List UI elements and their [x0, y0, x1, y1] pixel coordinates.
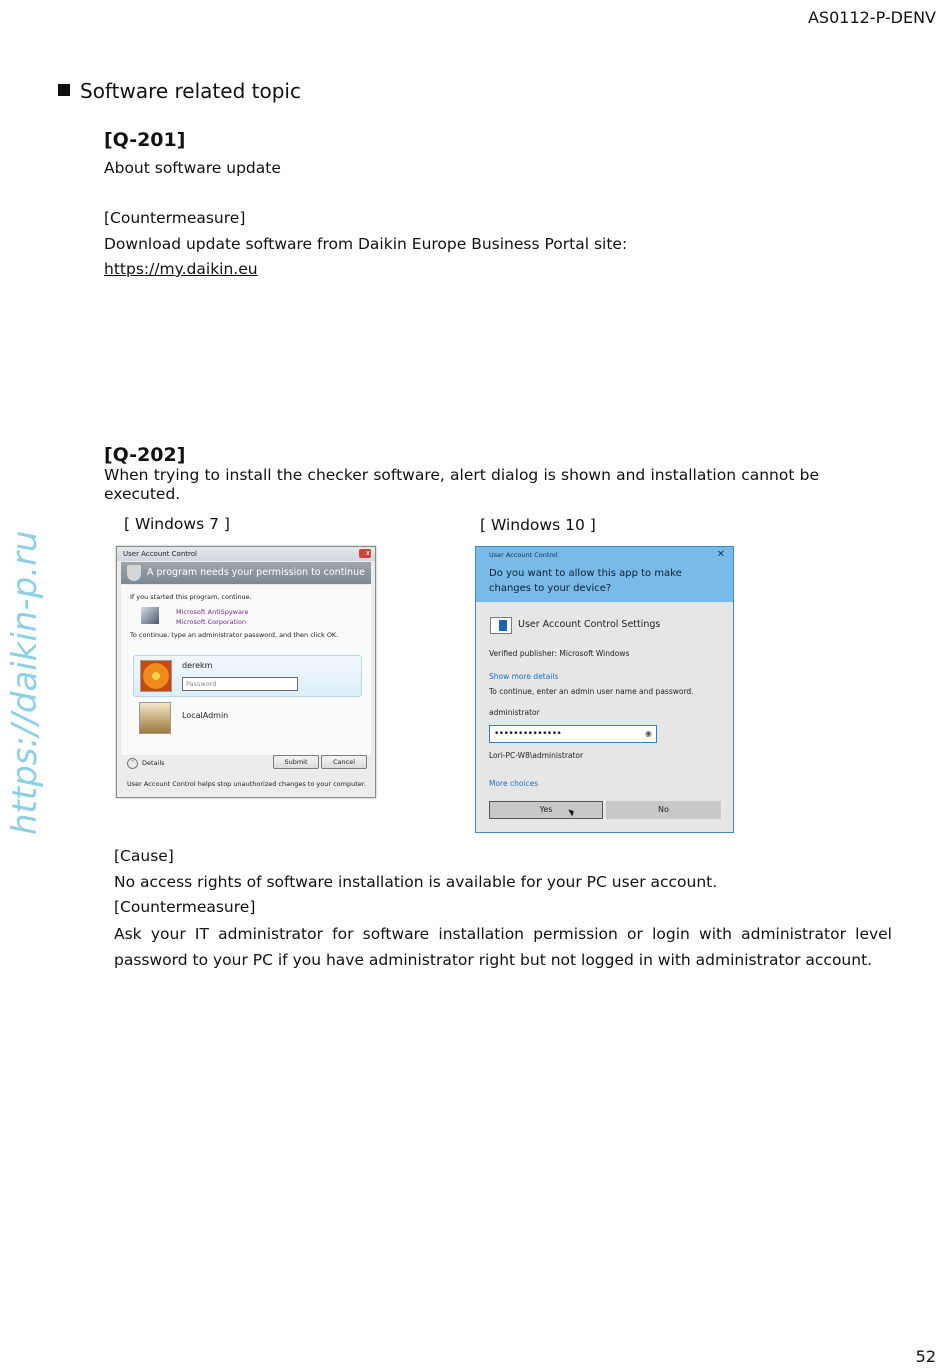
q202-countermeasure-text: Ask your IT administrator for software installation permission or login with administrator level password to your PC if you have administrator right but not logged in with administrator account.	[114, 925, 892, 969]
program-icon	[141, 607, 159, 624]
daikin-portal-link[interactable]: https://my.daikin.eu	[104, 260, 258, 278]
q201-countermeasure-text: Download update software from Daikin Europe Business Portal site:	[104, 235, 628, 253]
q202-countermeasure-label: [Countermeasure]	[114, 898, 256, 916]
q202-cause-label: [Cause]	[114, 847, 174, 865]
w7-instruction: To continue, type an administrator password, and then click OK.	[130, 631, 339, 639]
windows10-label: [ Windows 10 ]	[480, 516, 596, 534]
q202-heading: [Q-202]	[104, 444, 186, 466]
w10-close-icon[interactable]: ✕	[716, 549, 725, 560]
w7-publisher: Microsoft Corporation	[176, 618, 247, 626]
w7-footer-text: User Account Control helps stop unauthorized changes to your computer.	[127, 780, 366, 788]
w10-title: User Account Control	[489, 551, 558, 559]
w10-header	[476, 547, 733, 602]
w7-user2-name[interactable]: LocalAdmin	[182, 711, 229, 720]
w10-domain-user: Lori-PC-W8\administrator	[489, 751, 584, 760]
w7-started-text: If you started this program, continue.	[130, 593, 252, 601]
w10-yes-button[interactable]: Yes	[489, 801, 603, 819]
q202-subject: When trying to install the checker software, alert dialog is shown and installation cannot be executed.	[104, 466, 819, 503]
w10-app-name: User Account Control Settings	[518, 619, 661, 630]
w7-title: User Account Control	[123, 550, 197, 558]
w10-instruction: To continue, enter an admin user name and password.	[489, 687, 694, 696]
w7-footer	[121, 755, 371, 793]
windows10-uac-dialog	[475, 546, 734, 833]
w7-title-bar	[117, 547, 375, 561]
uac-settings-icon	[490, 617, 512, 634]
w7-details-toggle[interactable]: Details	[142, 759, 165, 767]
w7-banner	[121, 562, 371, 584]
watermark: https://daikin-p.ru	[5, 530, 45, 835]
w10-no-button[interactable]: No	[606, 801, 721, 819]
w10-password-input[interactable]	[489, 725, 657, 743]
w7-user-tile-derekm[interactable]	[133, 655, 362, 697]
section-bullet-icon	[58, 84, 70, 96]
w10-password-value: ••••••••••••••	[494, 729, 562, 739]
windows7-label: [ Windows 7 ]	[124, 515, 230, 533]
chess-avatar-icon	[139, 702, 171, 734]
chevron-down-icon[interactable]: ˅	[127, 758, 138, 769]
w7-user1-name: derekm	[182, 661, 213, 670]
q201-heading: [Q-201]	[104, 129, 186, 151]
w7-password-input[interactable]: Password	[182, 677, 298, 691]
q202-cause-text: No access rights of software installation is available for your PC user account.	[114, 873, 718, 891]
w7-cancel-button[interactable]: Cancel	[321, 755, 367, 769]
q201-countermeasure-label: [Countermeasure]	[104, 209, 246, 227]
w10-question: Do you want to allow this app to make changes to your device?	[489, 568, 682, 594]
w7-submit-button[interactable]: Submit	[273, 755, 319, 769]
w7-close-icon[interactable]: x	[359, 549, 371, 558]
document-code: AS0112-P-DENV	[807, 8, 936, 27]
w7-program-name: Microsoft AntiSpyware	[176, 608, 249, 616]
w10-show-details-link[interactable]: Show more details	[489, 672, 559, 681]
eye-icon[interactable]: ◉	[645, 729, 652, 738]
q201-subject: About software update	[104, 159, 281, 177]
page-number: 52	[915, 1347, 936, 1366]
section-title: Software related topic	[80, 79, 301, 103]
w7-banner-text: A program needs your permission to continue	[147, 567, 365, 578]
w10-username[interactable]: administrator	[489, 708, 540, 717]
windows7-uac-dialog	[116, 546, 376, 798]
w10-publisher: Verified publisher: Microsoft Windows	[489, 649, 630, 658]
flower-avatar-icon	[140, 660, 172, 692]
w7-content	[121, 585, 371, 755]
w10-more-choices-link[interactable]: More choices	[489, 779, 539, 788]
shield-icon	[127, 565, 141, 581]
